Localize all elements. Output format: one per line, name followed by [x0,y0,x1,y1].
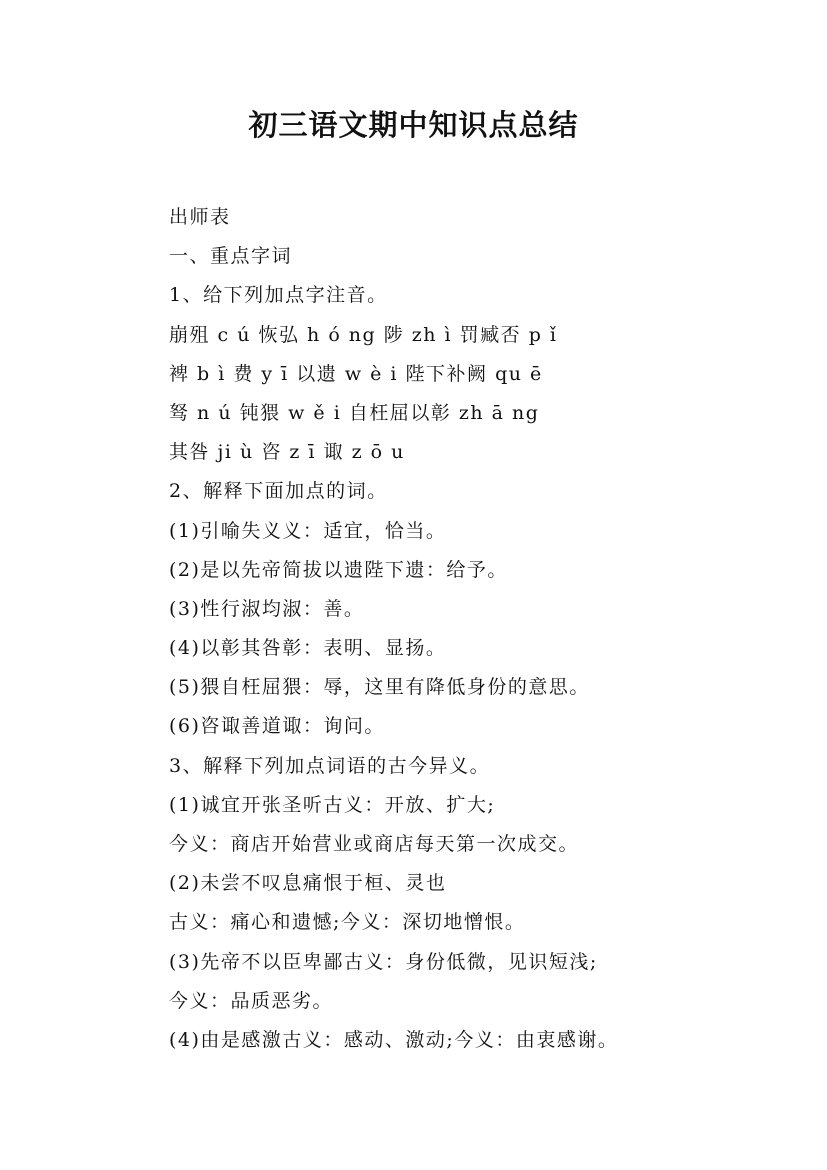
text-line: (3)性行淑均淑：善。 [169,597,365,620]
document-body [169,198,769,1060]
document-title: 初三语文期中知识点总结 [248,108,579,142]
text-line: 出师表 [169,206,231,228]
text-line: (6)咨诹善道诹：询问。 [169,715,385,738]
text-line: 崩殂 c ú 恢弘 h ó ng 陟 zh ì 罚臧否 p ǐ [169,323,558,346]
text-line: 3、解释下列加点词语的古今异义。 [169,754,491,777]
text-line: (3)先帝不以臣卑鄙古义：身份低微，见识短浅; [169,950,598,973]
text-line: 今义：商店开始营业或商店每天第一次成交。 [169,833,580,855]
text-line: (4)由是感激古义：感动、激动;今义：由衷感谢。 [169,1028,619,1051]
text-line: 2、解释下面加点的词。 [169,480,388,503]
text-line: 一、重点字词 [169,245,293,268]
text-line: (1)引喻失义义：适宜，恰当。 [169,519,447,542]
text-line: 古义：痛心和遗憾;今义：深切地憎恨。 [169,911,526,934]
text-line: 裨 b ì 费 y ī 以遗 w è i 陛下补阙 qu ē [169,362,543,385]
text-line: (2)未尝不叹息痛恨于桓、灵也 [169,872,447,895]
text-line: 1、给下列加点字注音。 [169,284,388,307]
text-line: (1)诚宜开张圣听古义：开放、扩大; [169,793,496,816]
text-line: (4)以彰其咎彰：表明、显扬。 [169,637,447,660]
text-line: 驽 n ú 钝猥 w ě i 自枉屈以彰 zh ā ng [169,401,540,424]
text-line: (5)猥自枉屈猥：辱，这里有降低身份的意思。 [169,676,590,699]
text-line: 今义：品质恶劣。 [169,989,334,1012]
text-line: 其咎 ji ù 咨 z ī 诹 z ō u [169,441,405,464]
text-line: (2)是以先帝简拔以遗陛下遗：给予。 [169,558,508,581]
